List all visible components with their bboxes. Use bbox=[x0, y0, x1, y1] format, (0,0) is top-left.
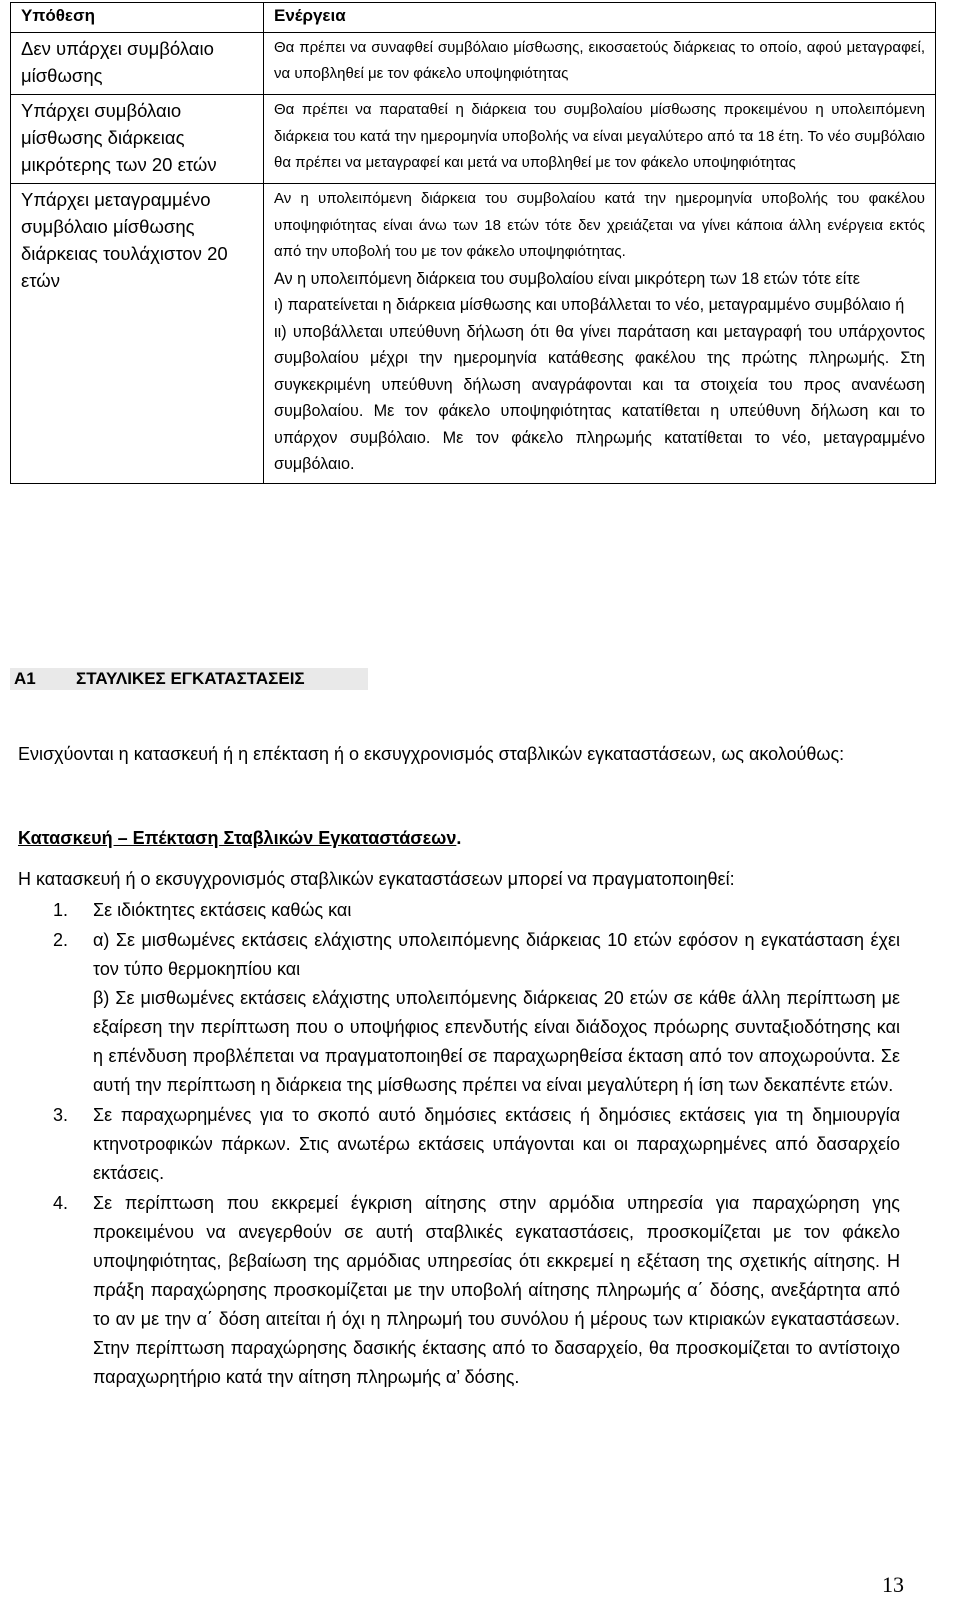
table-row bbox=[11, 33, 936, 95]
list-number: 1. bbox=[53, 900, 69, 920]
conditions-list bbox=[53, 896, 900, 1393]
table-row bbox=[11, 184, 936, 484]
header-action: Ενέργεια bbox=[264, 3, 936, 33]
subheading-period: . bbox=[456, 828, 462, 848]
action-text: Αν η υπολειπόμενη διάρκεια του συμβολαίου κατά την ημερομηνία υποβολής του φακέλου υποψηφιότητας είναι άνω των 18 ετών τότε δεν χρειάζεται να γίνει κάποια άλλη ενέργεια εκτός από την υποβολή του με τον φάκελο υποψηφιότητας. bbox=[274, 190, 925, 260]
section-title: ΣΤΑΥΛΙΚΕΣ ΕΓΚΑΤΑΣΤΑΣΕΙΣ bbox=[76, 669, 305, 688]
list-number: 3. bbox=[53, 1105, 69, 1125]
header-case: Υπόθεση bbox=[11, 3, 264, 33]
action-text: Θα πρέπει να παραταθεί η διάρκεια του συμβολαίου μίσθωσης προκειμένου η υπολειπόμενη διάρκεια του κατά την ημερομηνία υποβολής να είναι μεγαλύτερο από τα 18 έτη. Το νέο συμβόλαιο θα πρέπει να μεταγραφεί και μετά να υποβληθεί με τον φάκελο υποψηφιότητας bbox=[274, 101, 925, 171]
action-text: ιι) υποβάλλεται υπεύθυνη δήλωση ότι θα γίνει παράταση και μεταγραφή του υπάρχοντος συμβολαίου μέχρι την ημερομηνία κατάθεσης φακέλου της πρώτης πληρωμής. Στη συγκεκριμένη υπεύθυνη δήλωση αναγράφονται και τα στοιχεία του προς ανανέωση συμβολαίου. Με τον φάκελο υποψηφιότητας κατατίθεται η υπεύθυνη δήλωση και το υπάρχον συμβόλαιο. Με τον φάκελο πληρωμής κατατίθεται το νέο, μεταγραμμένο συμβόλαιο. bbox=[274, 322, 925, 473]
subheading-text: Κατασκευή – Επέκταση Σταβλικών Εγκαταστάσεων bbox=[18, 828, 457, 848]
case-cell: Υπάρχει συμβόλαιο μίσθωσης διάρκειας μικρότερης των 20 ετών bbox=[11, 95, 264, 184]
page-number: 13 bbox=[882, 1572, 904, 1597]
list-text: α) Σε μισθωμένες εκτάσεις ελάχιστης υπολειπόμενης διάρκειας 10 ετών εφόσον η εγκατάσταση έχει τον τύπο θερμοκηπίου και bbox=[93, 930, 900, 979]
table-header-row bbox=[11, 3, 936, 33]
list-text: Σε ιδιόκτητες εκτάσεις καθώς και bbox=[93, 900, 352, 920]
table-row bbox=[11, 95, 936, 184]
action-cell bbox=[264, 184, 936, 484]
action-cell bbox=[264, 95, 936, 184]
action-text: Θα πρέπει να συναφθεί συμβόλαιο μίσθωσης, εικοσαετούς διάρκειας το οποίο, αφού μεταγραφεί, να υποβληθεί με τον φάκελο υποψηφιότητας bbox=[274, 39, 925, 82]
list-item bbox=[53, 1101, 900, 1188]
list-item bbox=[53, 926, 900, 1100]
list-item bbox=[53, 896, 900, 925]
list-text: Σε παραχωρημένες για το σκοπό αυτό δημόσιες εκτάσεις ή δημόσιες εκτάσεις για τη δημιουργία κτηνοτροφικών πάρκων. Στις ανωτέρω εκτάσεις υπάγονται και οι παραχωρημένες από δασαρχείο εκτάσεις. bbox=[93, 1105, 900, 1183]
list-text: β) Σε μισθωμένες εκτάσεις ελάχιστης υπολειπόμενης διάρκειας 20 ετών σε κάθε άλλη περίπτωση με εξαίρεση την περίπτωση που ο υποψήφιος επενδυτής είναι διάδοχος πρόωρης συνταξιοδότησης και η επένδυση προβλέπεται να πραγματοποιηθεί σε παραχωρηθείσα έκταση από τον αποχωρούντα. Σε αυτή την περίπτωση η διάρκεια της μίσθωσης πρέπει να είναι μεγαλύτερη ή ίση των δεκαπέντε ετών. bbox=[93, 988, 900, 1095]
intro-paragraph: Ενισχύονται η κατασκευή ή η επέκταση ή ο εκσυγχρονισμός σταβλικών εγκαταστάσεων, ως ακολούθως: bbox=[18, 744, 845, 764]
list-number: 4. bbox=[53, 1193, 69, 1213]
section-heading bbox=[10, 668, 368, 690]
action-text: ι) παρατείνεται η διάρκεια μίσθωσης και υποβάλλεται το νέο, μεταγραμμένο συμβόλαιο ή bbox=[274, 296, 905, 314]
case-cell: Υπάρχει μεταγραμμένο συμβόλαιο μίσθωσης διάρκειας τουλάχιστον 20 ετών bbox=[11, 184, 264, 484]
list-number: 2. bbox=[53, 930, 69, 950]
list-item bbox=[53, 1189, 900, 1392]
hypothesis-action-table bbox=[10, 2, 936, 484]
subheading bbox=[18, 826, 461, 850]
list-text: Σε περίπτωση που εκκρεμεί έγκριση αίτησης στην αρμόδια υπηρεσία για παραχώρηση γης προκειμένου να ανεγερθούν σε αυτή σταβλικές εγκαταστάσεις, προσκομίζεται με τον φάκελο υποψηφιότητας, βεβαίωση της αρμόδιας υπηρεσίας ότι εκκρεμεί η εξέταση της σχετικής αίτησης. Η πράξη παραχώρησης προσκομίζεται με την υποβολή αίτησης πληρωμής α΄ δόσης, ανεξάρτητα από το αν με την α΄ δόση αιτείται ή όχι η πληρωμή του συνόλου ή μέρους των κτιριακών εγκαταστάσεων. Στην περίπτωση παραχώρησης δασικής έκτασης από το δασαρχείο, θα προσκομίζεται το αντίστοιχο παραχωρητήριο κατά την αίτηση πληρωμής α’ δόσης. bbox=[93, 1193, 900, 1387]
action-cell bbox=[264, 33, 936, 95]
section-number: Α1 bbox=[14, 669, 36, 688]
case-cell: Δεν υπάρχει συμβόλαιο μίσθωσης bbox=[11, 33, 264, 95]
action-text: Αν η υπολειπόμενη διάρκεια του συμβολαίου είναι μικρότερη των 18 ετών τότε είτε bbox=[274, 269, 860, 288]
lead-paragraph: Η κατασκευή ή ο εκσυγχρονισμός σταβλικών εγκαταστάσεων μπορεί να πραγματοποιηθεί: bbox=[18, 869, 735, 889]
